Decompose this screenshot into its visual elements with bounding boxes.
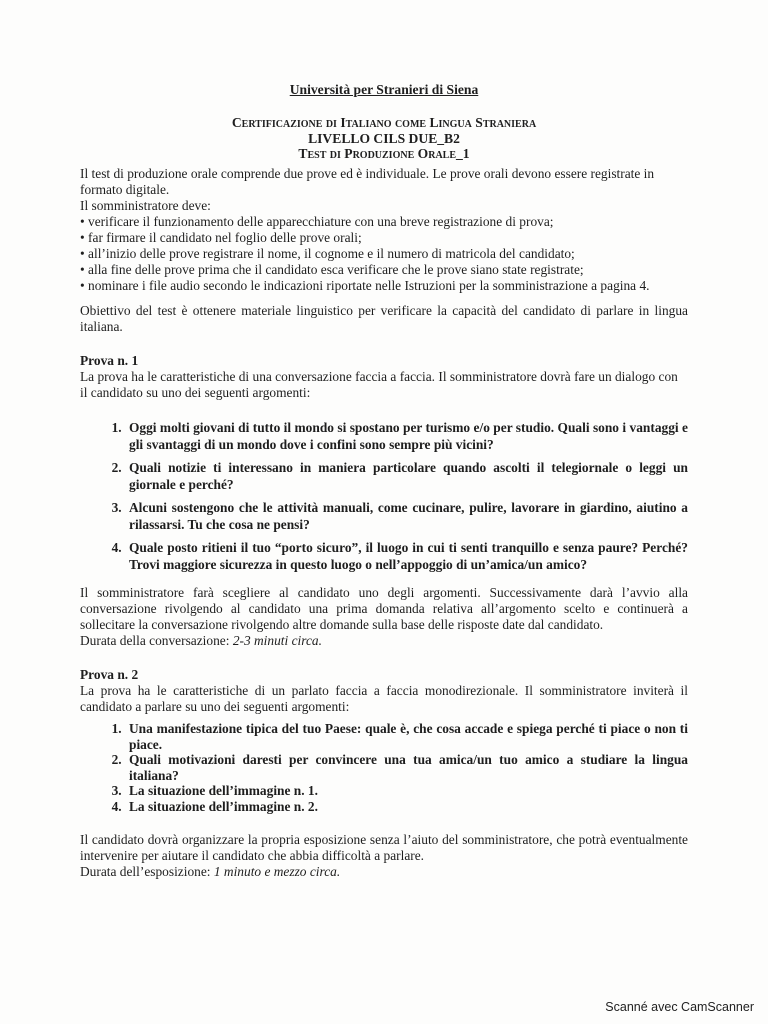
duty-item: • all’inizio delle prove registrare il nome, il cognome e il numero di matricola del candidato; <box>80 246 575 261</box>
prova1-duration <box>80 633 688 649</box>
topic-item: 1. Oggi molti giovani di tutto il mondo si spostano per turismo e/o per studio. Quali sono i vantaggi e gli svantaggi di un mondo dove i confini sono sempre più vicini? <box>125 419 688 453</box>
test-title: Test di Produzione Orale_1 <box>298 146 470 161</box>
duties-list <box>80 214 688 294</box>
duration-value: 2-3 minuti circa. <box>232 633 322 648</box>
level-title: LIVELLO CILS DUE_B2 <box>308 131 460 146</box>
prova1-topics <box>80 419 688 573</box>
prova2-instructions: Il candidato dovrà organizzare la propria esposizione senza l’aiuto del somministratore, che potrà eventualmente intervenire per aiutare il candidato che abbia difficoltà a parlare. <box>80 832 688 863</box>
topic-item: 3. Alcuni sostengono che le attività manuali, come cucinare, pulire, lavorare in giardino, aiutino a rilassarsi. Tu che cosa ne pensi? <box>125 499 688 533</box>
intro-paragraph: Il test di produzione orale comprende due prove ed è individuale. Le prove orali devono essere registrate in formato digitale. <box>80 166 655 197</box>
duration-label: Durata dell’esposizione: <box>80 864 214 879</box>
duty-item: • far firmare il candidato nel foglio delle prove orali; <box>80 230 362 245</box>
certification-title: Certificazione di Italiano come Lingua Straniera <box>231 115 537 130</box>
duty-item: • verificare il funzionamento delle apparecchiature con una breve registrazione di prova; <box>80 214 554 229</box>
topic-item: 2. Quali notizie ti interessano in maniera particolare quando ascolti il telegiornale o leggi un giornale e perché? <box>125 459 688 493</box>
prova1-description: La prova ha le caratteristiche di una conversazione faccia a faccia. Il somministratore dovrà fare un dialogo con il candidato su uno dei seguenti argomenti: <box>80 369 678 400</box>
prova2-topics <box>80 721 688 814</box>
topic-item: 1. Una manifestazione tipica del tuo Paese: quale è, che cosa accade e spiega perché ti piace o non ti piace. <box>125 721 688 752</box>
prova1-instructions: Il somministratore farà scegliere al candidato uno degli argomenti. Successivamente darà l’avvio alla conversazione rivolgendo al candidato una prima domanda relativa all’argomento scelto e continuerà a sollecitare la conversazione rivolgendo altre domande sulla base delle risposte date dal candidato. <box>80 585 688 632</box>
topic-item: 2. Quali motivazioni daresti per convincere una tua amica/un tuo amico a studiare la lingua italiana? <box>125 752 688 783</box>
duration-value: 1 minuto e mezzo circa. <box>213 864 341 879</box>
objective-paragraph: Obiettivo del test è ottenere materiale linguistico per verificare la capacità del candidato di parlare in lingua italiana. <box>80 303 688 334</box>
document-page <box>80 82 688 880</box>
prova2-description: La prova ha le caratteristiche di un parlato faccia a faccia monodirezionale. Il somministratore inviterà il candidato a parlare su uno dei seguenti argomenti: <box>80 683 688 714</box>
camscanner-watermark: Scanné avec CamScanner <box>605 1000 754 1014</box>
duty-item: • nominare i file audio secondo le indicazioni riportate nelle Istruzioni per la somministrazione a pagina 4. <box>80 278 650 293</box>
prova2-title: Prova n. 2 <box>80 667 139 682</box>
topic-item: 4. Quale posto ritieni il tuo “porto sicuro”, il luogo in cui ti senti tranquillo e senza paure? Perché? Trovi maggiore sicurezza in questo luogo o nell’appoggio di un’amica/un amico? <box>125 539 688 573</box>
prova1-title: Prova n. 1 <box>80 353 139 368</box>
prova2-duration <box>80 864 688 880</box>
topic-item: 3. La situazione dell’immagine n. 1. <box>125 783 688 799</box>
topic-item: 4. La situazione dell’immagine n. 2. <box>125 799 688 815</box>
duration-label: Durata della conversazione: <box>80 633 233 648</box>
duty-item: • alla fine delle prove prima che il candidato esca verificare che le prove siano state registrate; <box>80 262 584 277</box>
duties-heading: Il somministratore deve: <box>80 198 211 213</box>
university-name: Università per Stranieri di Siena <box>289 82 479 97</box>
